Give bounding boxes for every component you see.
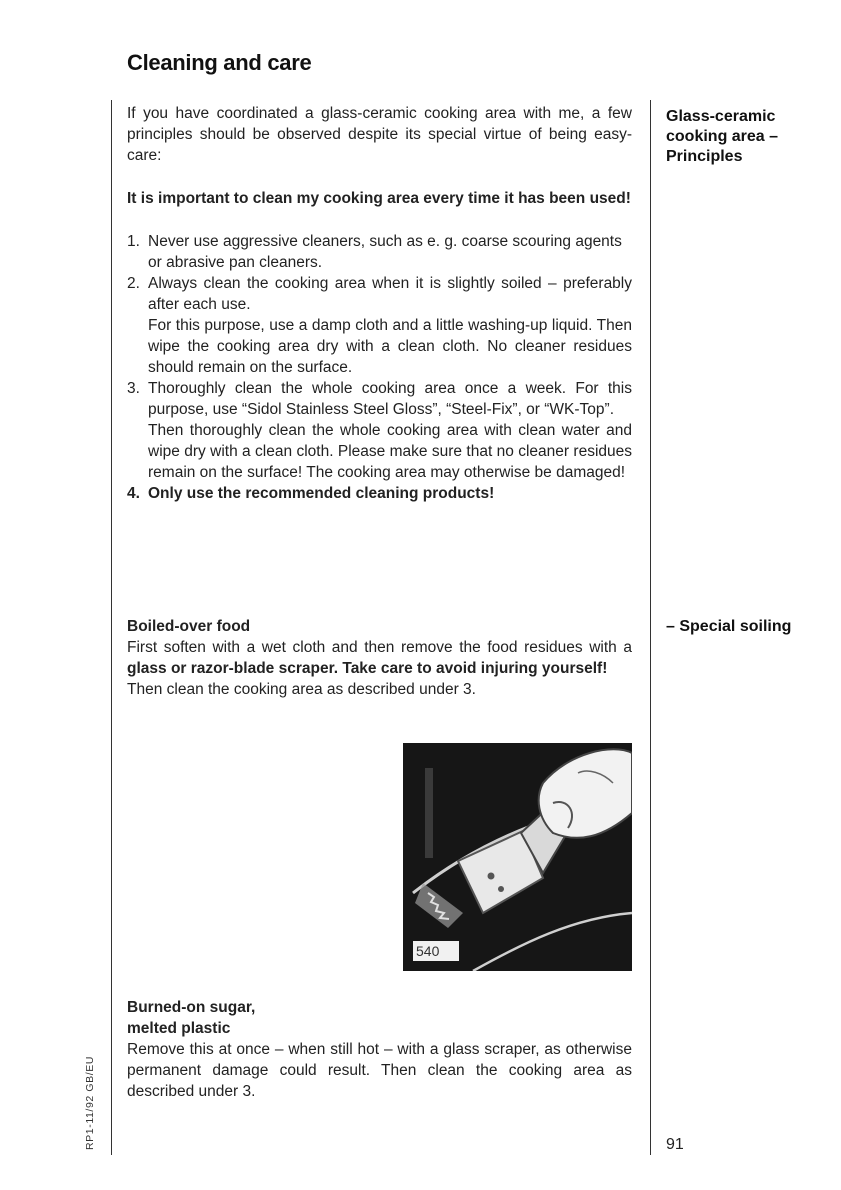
step-detail: For this purpose, use a damp cloth and a little washing-up liquid. Then wipe the cooking area dry with a clean cloth. No cleaner residues should remain on the surface.	[148, 317, 632, 376]
step-item	[127, 483, 632, 504]
boiled-over-followup: Then clean the cooking area as described under 3.	[127, 681, 476, 698]
scraper-illustration	[403, 743, 632, 971]
cleaning-steps-list	[127, 231, 632, 504]
intro-paragraph: If you have coordinated a glass-ceramic cooking area with me, a few principles should be observed despite its special virtue of being easy-care:	[127, 105, 632, 164]
column-divider-rule	[650, 100, 651, 1155]
step-text: Never use aggressive cleaners, such as e. g. coarse scouring agents or abrasive pan cleaners.	[148, 233, 622, 271]
sidebar-heading-special-soiling: – Special soiling	[666, 618, 792, 635]
page-title: Cleaning and care	[127, 50, 312, 75]
page-number: 91	[666, 1136, 684, 1153]
step-item	[127, 231, 632, 273]
figure-number: 540	[413, 941, 459, 961]
step-number: 1.	[127, 233, 140, 250]
step-item	[127, 273, 632, 378]
boiled-over-text	[127, 637, 632, 679]
important-notice: It is important to clean my cooking area every time it has been used!	[127, 190, 631, 207]
burned-on-section	[127, 997, 632, 1102]
step-text: Only use the recommended cleaning products!	[148, 485, 495, 502]
step-number: 4.	[127, 485, 140, 502]
step-item	[127, 378, 632, 483]
scraper-drawing	[403, 743, 632, 971]
step-number: 2.	[127, 275, 140, 292]
burned-on-heading-line2: melted plastic	[127, 1020, 231, 1037]
burned-on-heading-line1: Burned-on sugar,	[127, 999, 256, 1016]
boiled-over-section	[127, 616, 632, 700]
left-margin-rule	[111, 100, 112, 1155]
step-text: Thoroughly clean the whole cooking area once a week. For this purpose, use “Sidol Stainless Steel Gloss”, “Steel-Fix”, or “WK-Top”.	[148, 380, 632, 418]
sidebar-heading-principles: Glass-ceramic cooking area – Principles	[666, 108, 779, 165]
step-number: 3.	[127, 380, 140, 397]
main-column	[127, 103, 632, 504]
step-detail: Then thoroughly clean the whole cooking area with clean water and wipe dry with a clean cloth. Please make sure that no cleaner residues remain on the surface! The cooking area may otherwise be damaged!	[148, 422, 632, 481]
boiled-over-heading: Boiled-over food	[127, 618, 251, 635]
step-text: Always clean the cooking area when it is slightly soiled – preferably after each use.	[148, 275, 632, 313]
burned-on-text: Remove this at once – when still hot – with a glass scraper, as otherwise permanent damage could result. Then clean the cooking area as described under 3.	[127, 1041, 632, 1100]
boiled-over-warning: glass or razor-blade scraper. Take care to avoid injuring yourself!	[127, 660, 608, 677]
boiled-over-text-plain: First soften with a wet cloth and then remove the food residues with a	[127, 639, 632, 656]
document-code: RP1-11/92 GB/EU	[84, 1055, 96, 1150]
